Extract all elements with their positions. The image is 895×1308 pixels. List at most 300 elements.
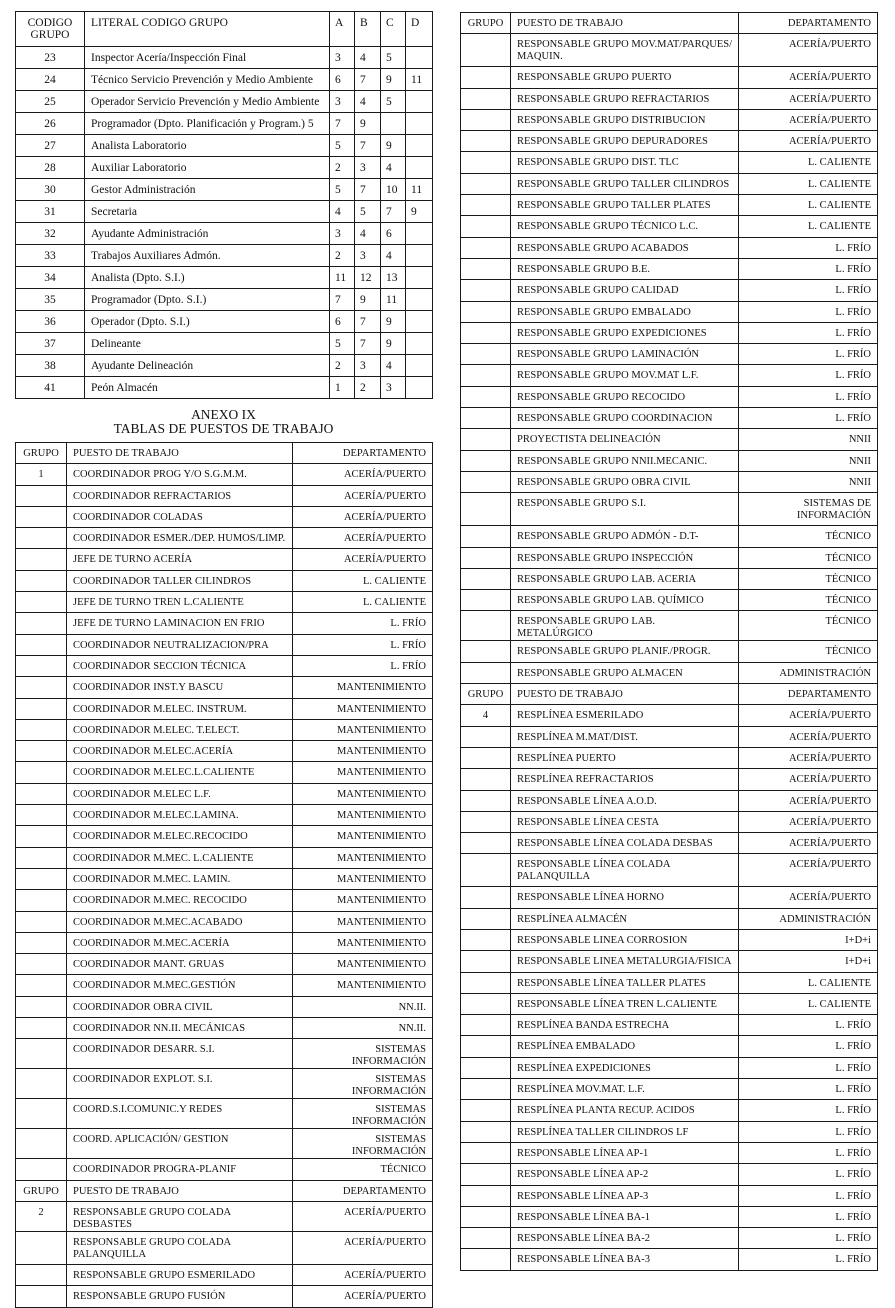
positions-table-right (460, 12, 878, 1271)
position-cell: RESPONSABLE LÍNEA AP-1 (511, 1142, 739, 1163)
position-cell: RESPONSABLE GRUPO COORDINACION (511, 408, 739, 429)
table-row (461, 705, 878, 726)
table-row (16, 113, 433, 135)
table-cell: 5 (330, 135, 355, 157)
group-cell (461, 1079, 511, 1100)
position-cell: RESPONSABLE LINEA CORROSION (511, 929, 739, 950)
table-cell: Inspector Acería/Inspección Final (85, 47, 330, 69)
table-row (461, 216, 878, 237)
group-cell: 4 (461, 705, 511, 726)
group-cell: GRUPO (461, 684, 511, 705)
table-row (461, 1036, 878, 1057)
group-cell: 2 (16, 1201, 67, 1231)
position-cell: COORDINADOR INST.Y BASCU (67, 677, 293, 698)
table-cell (406, 377, 433, 399)
position-cell: COORDINADOR DESARR. S.I. (67, 1039, 293, 1069)
department-cell: L. CALIENTE (739, 195, 878, 216)
group-cell (461, 1100, 511, 1121)
position-cell: RESPLÍNEA REFRACTARIOS (511, 769, 739, 790)
department-cell: DEPARTAMENTO (293, 443, 433, 464)
table-cell: 26 (16, 113, 85, 135)
position-cell: PUESTO DE TRABAJO (511, 13, 739, 34)
table-row (461, 195, 878, 216)
department-cell: SISTEMAS INFORMACIÓN (293, 1099, 433, 1129)
group-cell (461, 993, 511, 1014)
table-cell: 4 (355, 223, 381, 245)
codes-table (15, 11, 433, 399)
table-cell (406, 333, 433, 355)
table-row (461, 1121, 878, 1142)
position-cell: RESPONSABLE LÍNEA COLADA DESBAS (511, 833, 739, 854)
position-cell: COORDINADOR M.MEC. L.CALIENTE (67, 847, 293, 868)
table-row (461, 1079, 878, 1100)
department-cell: I+D+i (739, 929, 878, 950)
group-cell (461, 547, 511, 568)
department-cell: ACERÍA/PUERTO (739, 887, 878, 908)
table-row (461, 929, 878, 950)
group-cell (16, 975, 67, 996)
table-cell: 7 (355, 333, 381, 355)
position-cell: RESPONSABLE LÍNEA HORNO (511, 887, 739, 908)
table-cell: Ayudante Delineación (85, 355, 330, 377)
table-row (16, 954, 433, 975)
table-row (16, 698, 433, 719)
position-cell: COORDINADOR M.ELEC.ACERÍA (67, 741, 293, 762)
table-cell: 12 (355, 267, 381, 289)
table-cell: Ayudante Administración (85, 223, 330, 245)
position-cell: RESPONSABLE GRUPO PLANIF./PROGR. (511, 641, 739, 662)
department-cell: NNII (739, 450, 878, 471)
position-cell: COORDINADOR OBRA CIVIL (67, 996, 293, 1017)
table-row (461, 1249, 878, 1270)
position-cell: RESPONSABLE LÍNEA A.O.D. (511, 790, 739, 811)
position-cell: RESPONSABLE GRUPO ACABADOS (511, 237, 739, 258)
table-cell: Secretaria (85, 201, 330, 223)
department-cell: L. FRÍO (739, 1057, 878, 1078)
position-cell: RESPONSABLE GRUPO ESMERILADO (67, 1264, 293, 1285)
table-cell (381, 113, 406, 135)
table-row (16, 1231, 433, 1264)
department-cell: ACERÍA/PUERTO (739, 811, 878, 832)
table-cell: Operador Servicio Prevención y Medio Ambiente (85, 91, 330, 113)
group-cell (461, 258, 511, 279)
position-cell: RESPONSABLE LÍNEA TALLER PLATES (511, 972, 739, 993)
group-cell (461, 131, 511, 152)
position-cell: COORDINADOR M.ELEC.RECOCIDO (67, 826, 293, 847)
group-cell (16, 1099, 67, 1129)
group-cell (461, 611, 511, 641)
department-cell: L. FRÍO (739, 280, 878, 301)
column-header: CODIGO GRUPO (16, 12, 85, 47)
department-cell: L. FRÍO (739, 1100, 878, 1121)
department-cell: MANTENIMIENTO (293, 783, 433, 804)
group-cell (16, 996, 67, 1017)
department-cell: L. FRÍO (293, 613, 433, 634)
position-cell: RESPONSABLE GRUPO EMBALADO (511, 301, 739, 322)
table-row (16, 179, 433, 201)
group-cell (461, 590, 511, 611)
position-cell: RESPLÍNEA MOV.MAT. L.F. (511, 1079, 739, 1100)
group-cell (461, 1142, 511, 1163)
department-cell: MANTENIMIENTO (293, 868, 433, 889)
table-cell: 3 (330, 223, 355, 245)
table-cell: 2 (330, 157, 355, 179)
position-cell: RESPONSABLE GRUPO DEPURADORES (511, 131, 739, 152)
table-row (16, 549, 433, 570)
group-cell (461, 408, 511, 429)
group-cell (16, 1286, 67, 1307)
table-cell: 4 (381, 355, 406, 377)
table-cell: 5 (381, 91, 406, 113)
table-row (461, 258, 878, 279)
group-cell (461, 109, 511, 130)
position-cell: JEFE DE TURNO LAMINACION EN FRIO (67, 613, 293, 634)
department-cell: MANTENIMIENTO (293, 762, 433, 783)
table-cell: 35 (16, 289, 85, 311)
table-row (461, 322, 878, 343)
department-cell: TÉCNICO (739, 568, 878, 589)
table-row (461, 833, 878, 854)
table-cell: Auxiliar Laboratorio (85, 157, 330, 179)
department-cell: L. FRÍO (293, 655, 433, 676)
department-cell: SISTEMAS INFORMACIÓN (293, 1069, 433, 1099)
position-cell: RESPONSABLE GRUPO DISTRIBUCION (511, 109, 739, 130)
table-header-row (461, 13, 878, 34)
table-row (16, 570, 433, 591)
column-header: D (406, 12, 433, 47)
position-cell: RESPONSABLE LÍNEA CESTA (511, 811, 739, 832)
position-cell: COORDINADOR NEUTRALIZACION/PRA (67, 634, 293, 655)
table-cell: Técnico Servicio Prevención y Medio Ambiente (85, 69, 330, 91)
position-cell: RESPONSABLE GRUPO RECOCIDO (511, 386, 739, 407)
group-cell (16, 826, 67, 847)
position-cell: COORDINADOR MANT. GRUAS (67, 954, 293, 975)
table-cell: 6 (381, 223, 406, 245)
position-cell: COORDINADOR M.ELEC. T.ELECT. (67, 719, 293, 740)
position-cell: COORDINADOR PROGRA-PLANIF (67, 1159, 293, 1180)
position-cell: RESPLÍNEA ESMERILADO (511, 705, 739, 726)
position-cell: COORDINADOR M.MEC. LAMIN. (67, 868, 293, 889)
group-cell (461, 471, 511, 492)
table-cell: 5 (355, 201, 381, 223)
group-cell: GRUPO (16, 443, 67, 464)
table-row (16, 677, 433, 698)
table-cell: 7 (381, 201, 406, 223)
position-cell: COORDINADOR SECCION TÉCNICA (67, 655, 293, 676)
table-cell: 32 (16, 223, 85, 245)
department-cell: MANTENIMIENTO (293, 932, 433, 953)
table-row (461, 429, 878, 450)
group-cell (461, 1185, 511, 1206)
group-cell (461, 237, 511, 258)
department-cell: MANTENIMIENTO (293, 826, 433, 847)
table-cell: 41 (16, 377, 85, 399)
table-row (16, 762, 433, 783)
group-cell (16, 890, 67, 911)
table-row (16, 719, 433, 740)
position-cell: RESPONSABLE GRUPO EXPEDICIONES (511, 322, 739, 343)
department-cell: MANTENIMIENTO (293, 719, 433, 740)
group-cell (461, 322, 511, 343)
department-cell: L. FRÍO (739, 408, 878, 429)
table-row (16, 267, 433, 289)
group-cell (16, 506, 67, 527)
table-row (461, 408, 878, 429)
table-row (461, 386, 878, 407)
department-cell: MANTENIMIENTO (293, 805, 433, 826)
position-cell: JEFE DE TURNO TREN L.CALIENTE (67, 592, 293, 613)
department-cell: NNII (739, 471, 878, 492)
group-cell (461, 908, 511, 929)
table-row (461, 769, 878, 790)
position-cell: RESPLÍNEA EMBALADO (511, 1036, 739, 1057)
position-cell: RESPONSABLE GRUPO NNII.MECANIC. (511, 450, 739, 471)
table-header-row (16, 443, 433, 464)
table-row (461, 887, 878, 908)
position-cell: RESPONSABLE LÍNEA BA-1 (511, 1206, 739, 1227)
department-cell: ACERÍA/PUERTO (739, 131, 878, 152)
group-cell (16, 549, 67, 570)
group-cell (16, 677, 67, 698)
table-row (16, 1201, 433, 1231)
table-cell: 4 (355, 47, 381, 69)
table-row (461, 1015, 878, 1036)
position-cell: RESPONSABLE GRUPO INSPECCIÓN (511, 547, 739, 568)
group-cell (461, 726, 511, 747)
department-cell: TÉCNICO (739, 611, 878, 641)
position-cell: RESPONSABLE GRUPO TÉCNICO L.C. (511, 216, 739, 237)
position-cell: RESPLÍNEA BANDA ESTRECHA (511, 1015, 739, 1036)
table-cell: 10 (381, 179, 406, 201)
department-cell: SISTEMAS DE INFORMACIÓN (739, 493, 878, 526)
table-row (461, 1185, 878, 1206)
table-cell: Trabajos Auxiliares Admón. (85, 245, 330, 267)
position-cell: RESPONSABLE GRUPO ADMÓN - D.T- (511, 526, 739, 547)
group-cell (461, 386, 511, 407)
table-row (461, 131, 878, 152)
table-cell (406, 289, 433, 311)
department-cell: MANTENIMIENTO (293, 890, 433, 911)
table-cell: 9 (355, 113, 381, 135)
group-cell (461, 769, 511, 790)
group-cell (461, 429, 511, 450)
group-cell (16, 954, 67, 975)
group-cell (16, 698, 67, 719)
table-row (461, 993, 878, 1014)
group-cell (16, 1069, 67, 1099)
group-cell (16, 911, 67, 932)
table-header-row (461, 684, 878, 705)
position-cell: COORDINADOR M.ELEC L.F. (67, 783, 293, 804)
department-cell: L. FRÍO (739, 258, 878, 279)
position-cell: RESPONSABLE LÍNEA COLADA PALANQUILLA (511, 854, 739, 887)
table-cell: 4 (355, 91, 381, 113)
position-cell: COORDINADOR M.ELEC. INSTRUM. (67, 698, 293, 719)
table-cell (406, 267, 433, 289)
table-row (461, 790, 878, 811)
department-cell: SISTEMAS INFORMACIÓN (293, 1129, 433, 1159)
table-row (16, 847, 433, 868)
table-cell: 11 (330, 267, 355, 289)
position-cell: RESPLÍNEA EXPEDICIONES (511, 1057, 739, 1078)
table-row (461, 590, 878, 611)
department-cell: L. FRÍO (739, 1228, 878, 1249)
table-row (16, 377, 433, 399)
table-row (461, 641, 878, 662)
table-row (16, 932, 433, 953)
group-cell (461, 34, 511, 67)
table-cell: 36 (16, 311, 85, 333)
group-cell (461, 972, 511, 993)
department-cell: ACERÍA/PUERTO (293, 1231, 433, 1264)
table-row (16, 47, 433, 69)
group-cell (461, 929, 511, 950)
table-cell: 6 (330, 311, 355, 333)
table-cell: 2 (330, 355, 355, 377)
table-row (461, 908, 878, 929)
table-row (16, 223, 433, 245)
department-cell: MANTENIMIENTO (293, 677, 433, 698)
position-cell: PUESTO DE TRABAJO (67, 1180, 293, 1201)
group-cell (461, 1121, 511, 1142)
table-row (461, 951, 878, 972)
department-cell: L. FRÍO (739, 1164, 878, 1185)
group-cell (461, 1228, 511, 1249)
table-row (16, 69, 433, 91)
department-cell: TÉCNICO (739, 547, 878, 568)
table-cell (406, 157, 433, 179)
position-cell: RESPONSABLE GRUPO DIST. TLC (511, 152, 739, 173)
table-row (461, 1164, 878, 1185)
table-cell: Operador (Dpto. S.I.) (85, 311, 330, 333)
table-row (16, 741, 433, 762)
position-cell: RESPONSABLE GRUPO TALLER CILINDROS (511, 173, 739, 194)
group-cell (16, 741, 67, 762)
department-cell: L. FRÍO (293, 634, 433, 655)
department-cell: L. FRÍO (739, 386, 878, 407)
table-cell: 33 (16, 245, 85, 267)
position-cell: COORDINADOR M.MEC.ACERÍA (67, 932, 293, 953)
group-cell (461, 1057, 511, 1078)
table-row (16, 1286, 433, 1307)
table-cell: 9 (381, 135, 406, 157)
table-header-row (16, 1180, 433, 1201)
table-cell: 4 (381, 157, 406, 179)
group-cell (461, 1164, 511, 1185)
department-cell: I+D+i (739, 951, 878, 972)
department-cell: MANTENIMIENTO (293, 698, 433, 719)
table-row (461, 568, 878, 589)
department-cell: MANTENIMIENTO (293, 954, 433, 975)
table-row (16, 1099, 433, 1129)
group-cell (461, 887, 511, 908)
table-cell: 4 (330, 201, 355, 223)
position-cell: COORD. APLICACIÓN/ GESTION (67, 1129, 293, 1159)
group-cell (16, 762, 67, 783)
position-cell: PUESTO DE TRABAJO (511, 684, 739, 705)
table-row (461, 237, 878, 258)
table-row (461, 365, 878, 386)
group-cell (16, 1231, 67, 1264)
group-cell (16, 1159, 67, 1180)
department-cell: DEPARTAMENTO (739, 684, 878, 705)
table-row (16, 655, 433, 676)
group-cell (461, 1249, 511, 1270)
table-cell: 7 (355, 135, 381, 157)
department-cell: L. CALIENTE (739, 152, 878, 173)
table-cell: 11 (406, 69, 433, 91)
annex-title (15, 408, 432, 436)
table-row (16, 464, 433, 485)
annex-number: ANEXO IX (191, 407, 256, 422)
table-cell: Programador (Dpto. Planificación y Program.) 5 (85, 113, 330, 135)
table-row (461, 1057, 878, 1078)
position-cell: RESPONSABLE GRUPO MOV.MAT/PARQUES/ MAQUIN. (511, 34, 739, 67)
department-cell: DEPARTAMENTO (293, 1180, 433, 1201)
position-cell: RESPLÍNEA ALMACÉN (511, 908, 739, 929)
table-cell: 11 (381, 289, 406, 311)
group-cell (461, 747, 511, 768)
position-cell: RESPONSABLE LÍNEA BA-2 (511, 1228, 739, 1249)
table-cell: 3 (355, 245, 381, 267)
group-cell (461, 152, 511, 173)
table-row (461, 493, 878, 526)
department-cell: TÉCNICO (739, 641, 878, 662)
position-cell: RESPONSABLE GRUPO OBRA CIVIL (511, 471, 739, 492)
table-row (461, 34, 878, 67)
table-row (16, 911, 433, 932)
table-row (16, 1129, 433, 1159)
table-row (16, 868, 433, 889)
table-row (16, 805, 433, 826)
department-cell: NNII (739, 429, 878, 450)
department-cell: L. FRÍO (739, 1249, 878, 1270)
group-cell (16, 805, 67, 826)
department-cell: ADMINISTRACIÓN (739, 662, 878, 683)
table-cell: 3 (381, 377, 406, 399)
group-cell (16, 932, 67, 953)
table-cell: 30 (16, 179, 85, 201)
table-row (461, 173, 878, 194)
table-row (16, 592, 433, 613)
department-cell: MANTENIMIENTO (293, 911, 433, 932)
department-cell: ACERÍA/PUERTO (739, 705, 878, 726)
table-cell: 23 (16, 47, 85, 69)
table-row (16, 311, 433, 333)
department-cell: L. FRÍO (739, 1079, 878, 1100)
group-cell (461, 1206, 511, 1227)
table-row (16, 975, 433, 996)
table-row (16, 289, 433, 311)
group-cell (16, 868, 67, 889)
table-row (461, 67, 878, 88)
group-cell (461, 450, 511, 471)
position-cell: RESPONSABLE GRUPO FUSIÓN (67, 1286, 293, 1307)
position-cell: RESPONSABLE GRUPO ALMACEN (511, 662, 739, 683)
table-cell: 9 (355, 289, 381, 311)
position-cell: COORDINADOR ESMER./DEP. HUMOS/LIMP. (67, 528, 293, 549)
table-cell (406, 245, 433, 267)
table-row (461, 109, 878, 130)
table-row (16, 485, 433, 506)
department-cell: ACERÍA/PUERTO (739, 833, 878, 854)
table-cell: 3 (355, 157, 381, 179)
department-cell: L. FRÍO (739, 1036, 878, 1057)
department-cell: MANTENIMIENTO (293, 847, 433, 868)
table-row (461, 1206, 878, 1227)
table-cell: 6 (330, 69, 355, 91)
table-row (16, 506, 433, 527)
